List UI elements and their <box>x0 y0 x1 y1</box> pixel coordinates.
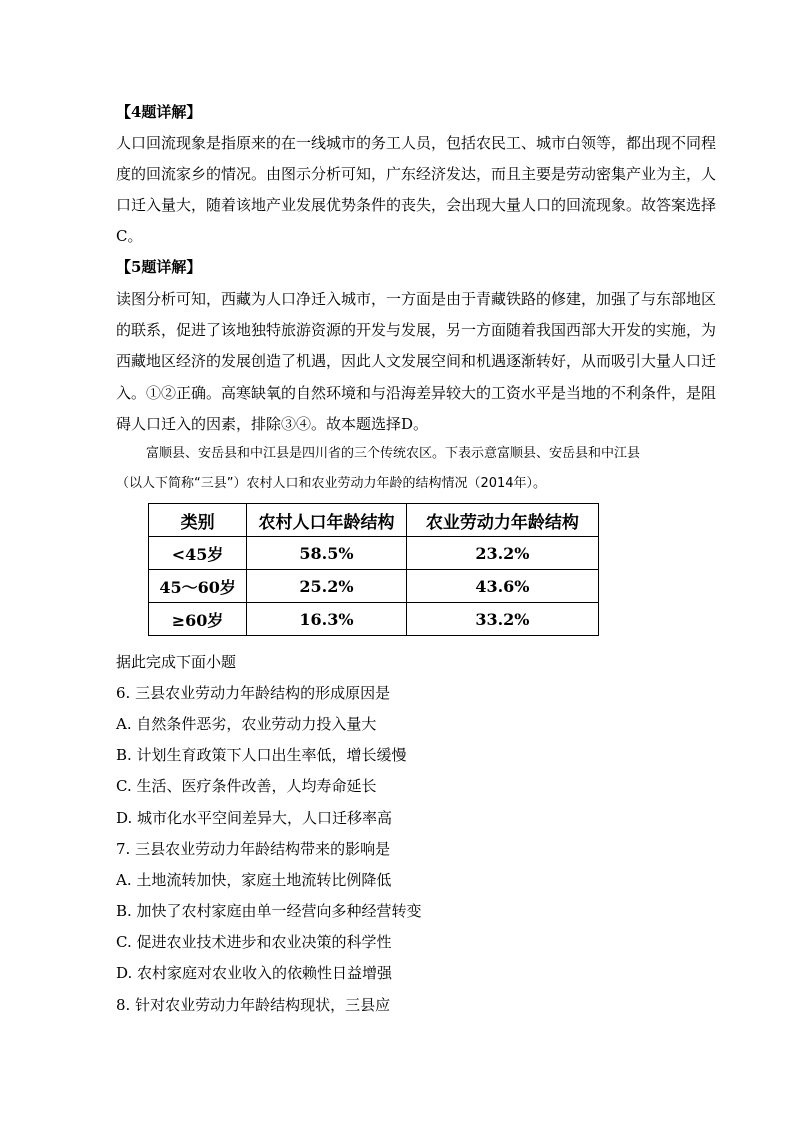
q5-line-4: 入。①②正确。高寒缺氧的自然环境和与沿海差异较大的工资水平是当地的不利条件，是阻 <box>116 384 717 402</box>
table-row <box>149 603 599 636</box>
q7-stem: 7. 三县农业劳动力年龄结构带来的影响是 <box>116 840 391 858</box>
q6-option-a: A. 自然条件恶劣，农业劳动力投入量大 <box>116 715 377 733</box>
intro-line-1: 富顺县、安岳县和中江县是四川省的三个传统农区。下表示意富顺县、安岳县和中江县 <box>146 446 641 461</box>
table-cell: 16.3% <box>247 603 407 636</box>
q7-option-d: D. 农村家庭对农业收入的依赖性日益增强 <box>116 964 393 982</box>
q5-heading: 【5题详解】 <box>116 258 202 276</box>
q7-option-a: A. 土地流转加快，家庭土地流转比例降低 <box>116 871 392 889</box>
q8-stem: 8. 针对农业劳动力年龄结构现状，三县应 <box>116 996 391 1014</box>
q4-line-4: C。 <box>116 227 143 245</box>
table-cell: 25.2% <box>247 570 407 603</box>
table-row <box>149 570 599 603</box>
q4-line-3: 口迁入量大，随着该地产业发展优势条件的丧失，会出现大量人口的回流现象。故答案选择 <box>116 196 717 214</box>
table-header-row <box>149 504 599 537</box>
q5-line-3: 西藏地区经济的发展创造了机遇，因此人文发展空间和机遇逐渐转好，从而吸引大量人口迁 <box>116 352 717 370</box>
q5-line-2: 的联系，促进了该地独特旅游资源的开发与发展，另一方面随着我国西部大开发的实施，为 <box>116 321 717 339</box>
q6-stem: 6. 三县农业劳动力年龄结构的形成原因是 <box>116 684 391 702</box>
table-row <box>149 537 599 570</box>
q5-line-5: 碍人口迁入的因素，排除③④。故本题选择D。 <box>116 415 429 433</box>
q6-option-c: C. 生活、医疗条件改善，人均寿命延长 <box>116 777 377 795</box>
q6-option-b: B. 计划生育政策下人口出生率低，增长缓慢 <box>116 746 407 764</box>
table-header-cell: 农村人口年龄结构 <box>247 504 407 537</box>
table-cell: 45～60岁 <box>149 570 247 603</box>
q5-line-1: 读图分析可知，西藏为人口净迁入城市，一方面是由于青藏铁路的修建，加强了与东部地区 <box>116 290 717 308</box>
table-cell: 23.2% <box>406 537 598 570</box>
q6-option-d: D. 城市化水平空间差异大，人口迁移率高 <box>116 809 393 827</box>
table-cell: 43.6% <box>406 570 598 603</box>
table-cell: ≥60岁 <box>149 603 247 636</box>
q7-option-c: C. 促进农业技术进步和农业决策的科学性 <box>116 933 392 951</box>
table-cell: 58.5% <box>247 537 407 570</box>
q4-heading: 【4题详解】 <box>116 103 202 121</box>
age-structure-table <box>148 503 599 636</box>
q7-option-b: B. 加快了农村家庭由单一经营向多种经营转变 <box>116 902 422 920</box>
q4-line-2: 度的回流家乡的情况。由图示分析可知，广东经济发达，而且主要是劳动密集产业为主，人 <box>116 165 717 183</box>
q4-line-1: 人口回流现象是指原来的在一线城市的务工人员，包括农民工、城市白领等，都出现不同程 <box>116 134 717 152</box>
table-cell: 33.2% <box>406 603 598 636</box>
table-header-cell: 农业劳动力年龄结构 <box>406 504 598 537</box>
prompt-text: 据此完成下面小题 <box>116 653 237 671</box>
table-header-cell: 类别 <box>149 504 247 537</box>
table-cell: <45岁 <box>149 537 247 570</box>
intro-line-2: （以人下简称“三县”）农村人口和农业劳动力年龄的结构情况（2014年）。 <box>116 476 547 491</box>
